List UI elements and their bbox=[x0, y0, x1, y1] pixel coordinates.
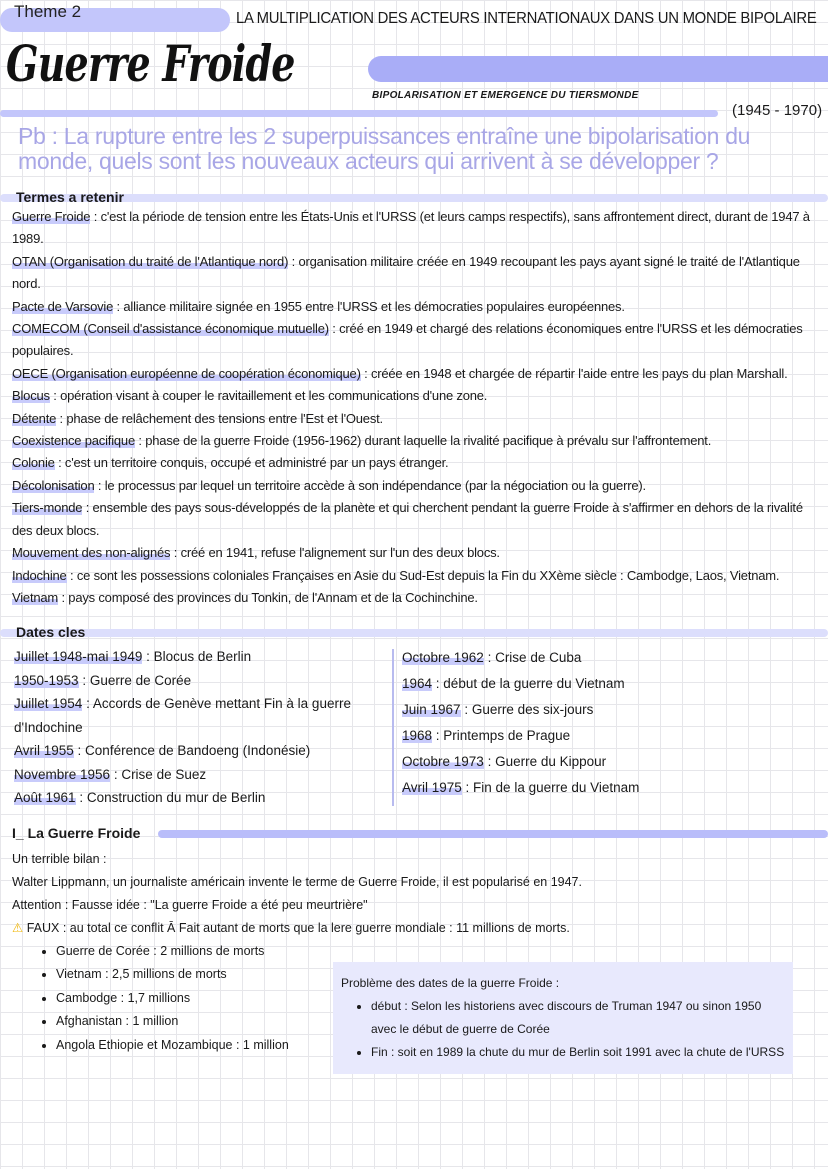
list-item bbox=[402, 671, 812, 697]
definition: : alliance militaire signée en 1955 entre l'URSS et les démocraties populaires européennes. bbox=[113, 298, 625, 314]
term: Indochine bbox=[12, 567, 67, 583]
definition: : créé en 1941, refuse l'alignement sur l'un des deux blocs. bbox=[170, 545, 500, 561]
list-item: • Vietnam : 2,5 millions de morts bbox=[56, 963, 333, 987]
term: 1950-1953 bbox=[14, 672, 79, 688]
term: Vietnam bbox=[12, 589, 59, 605]
term: 1964 bbox=[402, 676, 433, 692]
box-title: Problème des dates de la guerre Froide : bbox=[341, 975, 560, 990]
terms-header bbox=[0, 188, 828, 206]
definition: : Accords de Genève mettant Fin à la guerre d'Indochine bbox=[14, 696, 351, 735]
definition: : opération visant à couper le ravitaillement et les communications d'une zone. bbox=[49, 388, 488, 404]
list-item bbox=[12, 452, 820, 474]
definition: : Fin de la guerre du Vietnam bbox=[461, 780, 640, 796]
subtitle: LA MULTIPLICATION DES ACTEURS INTERNATIONAUX DANS UN MONDE BIPOLAIRE bbox=[236, 10, 817, 27]
dates-right bbox=[402, 645, 812, 810]
term: Guerre Froide bbox=[12, 209, 91, 224]
term: Octobre 1973 bbox=[402, 754, 484, 770]
content bbox=[0, 188, 828, 1074]
line: Un terrible bilan : bbox=[12, 851, 107, 866]
list-item bbox=[14, 786, 390, 810]
section1-row bbox=[12, 940, 820, 1074]
term: OECE (Organisation européenne de coopération économique) bbox=[12, 365, 361, 381]
definition: : Conférence de Bandoeng (Indonésie) bbox=[73, 743, 311, 759]
definition: : phase de relâchement des tensions entre l'Est et l'Ouest. bbox=[56, 410, 383, 426]
list-item: • Fin : soit en 1989 la chute du mur de Berlin soit 1991 avec la chute de l'URSS bbox=[371, 1041, 785, 1064]
definition: : Guerre de Corée bbox=[78, 672, 192, 688]
list-item bbox=[402, 775, 812, 801]
list-item bbox=[12, 565, 820, 587]
list-item: • Afghanistan : 1 million bbox=[56, 1010, 333, 1034]
term: Détente bbox=[12, 410, 57, 426]
list-item: • début : Selon les historiens avec discours de Truman 1947 ou sinon 1950 avec le début de guerre de Corée bbox=[371, 995, 785, 1041]
definition: : Blocus de Berlin bbox=[142, 649, 252, 665]
term: 1968 bbox=[402, 728, 433, 744]
dates-problem-box bbox=[333, 962, 793, 1074]
list-item bbox=[12, 408, 820, 430]
definition: : créé en 1949 et chargé des relations économiques entre l'URSS et les démocraties populaires. bbox=[12, 321, 803, 359]
term: Juillet 1954 bbox=[14, 696, 83, 712]
definition: : Construction du mur de Berlin bbox=[75, 790, 266, 806]
term: OTAN (Organisation du traité de l'Atlantique nord) bbox=[12, 253, 289, 269]
list-item bbox=[12, 430, 820, 452]
list-item bbox=[12, 251, 820, 296]
list-item bbox=[12, 587, 820, 609]
definition: : ensemble des pays sous-développés de la planète et qui cherchent pendant la guerre Froide à s'affirmer en dehors de la rivalité des deux blocs. bbox=[12, 500, 803, 538]
definition: : début de la guerre du Vietnam bbox=[432, 676, 625, 692]
term: Pacte de Varsovie bbox=[12, 298, 114, 314]
divider bbox=[0, 110, 718, 117]
definition: : Guerre du Kippour bbox=[483, 754, 607, 770]
term: COMECOM (Conseil d'assistance économique mutuelle) bbox=[12, 321, 329, 337]
tagline: BIPOLARISATION ET EMERGENCE DU TIERSMONDE bbox=[372, 90, 639, 101]
definition: : le processus par lequel un territoire accède à son indépendance (par la négociation ou la guerre). bbox=[94, 477, 646, 493]
terms-list bbox=[0, 206, 828, 609]
page-title: Guerre Froide bbox=[6, 34, 295, 93]
term: Avril 1955 bbox=[14, 743, 74, 759]
problem-statement: Pb : La rupture entre les 2 superpuissances entraîne une bipolarisation du monde, quels sont les nouveaux acteurs qui arrivent à se développer ? bbox=[18, 123, 751, 174]
list-item: • Cambodge : 1,7 millions bbox=[56, 987, 333, 1011]
list-item bbox=[14, 669, 390, 693]
deaths-list bbox=[12, 940, 333, 1058]
term: Coexistence pacifique bbox=[12, 433, 135, 449]
definition: : pays composé des provinces du Tonkin, de l'Annam et de la Cochinchine. bbox=[58, 589, 478, 605]
warning-line bbox=[12, 917, 820, 940]
list-item bbox=[14, 739, 390, 763]
list-item bbox=[12, 385, 820, 407]
list-item bbox=[12, 497, 820, 542]
list-item bbox=[14, 692, 390, 739]
line: Attention : Fausse idée : "La guerre Froide a été peu meurtrière" bbox=[12, 897, 368, 912]
line: Walter Lippmann, un journaliste américain invente le terme de Guerre Froide, il est popularisé en 1947. bbox=[12, 874, 582, 889]
list-item: • Guerre de Corée : 2 millions de morts bbox=[56, 940, 333, 964]
term: Décolonisation bbox=[12, 477, 95, 493]
term: Blocus bbox=[12, 388, 50, 404]
term: Novembre 1956 bbox=[14, 766, 111, 782]
term: Juillet 1948-mai 1949 bbox=[14, 649, 143, 665]
definition: : c'est un territoire conquis, occupé et administré par un pays étranger. bbox=[54, 455, 449, 471]
list-item bbox=[12, 542, 820, 564]
list-item bbox=[402, 749, 812, 775]
definition: : organisation militaire créée en 1949 recoupant les pays ayant signé le traité de l'Atlantique nord. bbox=[12, 253, 800, 292]
warning-icon: ⚠ bbox=[12, 920, 24, 935]
theme-label: Theme 2 bbox=[14, 2, 82, 21]
warning-text: FAUX : au total ce conflit Ā Fait autant de morts que la lere guerre mondiale : 11 millions de morts. bbox=[26, 920, 570, 935]
term: Avril 1975 bbox=[402, 780, 462, 796]
definition: : Printemps de Prague bbox=[432, 728, 571, 744]
term: Colonie bbox=[12, 455, 55, 471]
term: Tiers-monde bbox=[12, 500, 83, 516]
column-divider bbox=[392, 649, 394, 806]
dates-columns bbox=[0, 645, 828, 810]
title-highlight bbox=[368, 56, 828, 82]
dates-heading: Dates cles bbox=[16, 624, 86, 641]
list-item bbox=[14, 763, 390, 787]
dates-header bbox=[0, 623, 828, 641]
list-item: • Angola Ethiopie et Mozambique : 1 million bbox=[56, 1034, 333, 1058]
terms-heading: Termes a retenir bbox=[16, 189, 124, 205]
term: Octobre 1962 bbox=[402, 650, 484, 666]
section1-body bbox=[0, 842, 828, 1074]
list-item bbox=[12, 475, 820, 497]
term: Mouvement des non-alignés bbox=[12, 545, 171, 561]
term: Août 1961 bbox=[14, 790, 76, 806]
definition: : Crise de Cuba bbox=[483, 650, 582, 666]
definition: : ce sont les possessions coloniales Françaises en Asie du Sud-Est depuis la Fin du XXème siècle : Cambodge, Laos, Vietnam. bbox=[66, 567, 780, 583]
definition: : phase de la guerre Froide (1956-1962) durant laquelle la rivalité pacifique à prévalu sur l'affrontement. bbox=[135, 433, 712, 449]
dates-left bbox=[14, 645, 390, 810]
term: Juin 1967 bbox=[402, 702, 461, 718]
section1-header bbox=[0, 824, 828, 842]
list-item bbox=[14, 645, 390, 669]
list-item bbox=[402, 645, 812, 671]
definition: : Guerre des six-jours bbox=[460, 702, 594, 718]
list-item bbox=[12, 363, 820, 385]
list-item bbox=[12, 296, 820, 318]
list-item bbox=[402, 723, 812, 749]
definition: : Crise de Suez bbox=[110, 766, 207, 782]
section1-heading: I_ La Guerre Froide bbox=[12, 824, 141, 841]
list-item bbox=[12, 318, 820, 363]
definition: : créée en 1948 et chargée de répartir l'aide entre les pays du plan Marshall. bbox=[360, 365, 788, 381]
list-item bbox=[12, 206, 820, 251]
period: (1945 - 1970) bbox=[732, 102, 823, 119]
list-item bbox=[402, 697, 812, 723]
definition: : c'est la période de tension entre les États-Unis et l'URSS (et leurs camps respectifs), sans affrontement direct, durant de 1947 à 1989. bbox=[12, 209, 810, 247]
